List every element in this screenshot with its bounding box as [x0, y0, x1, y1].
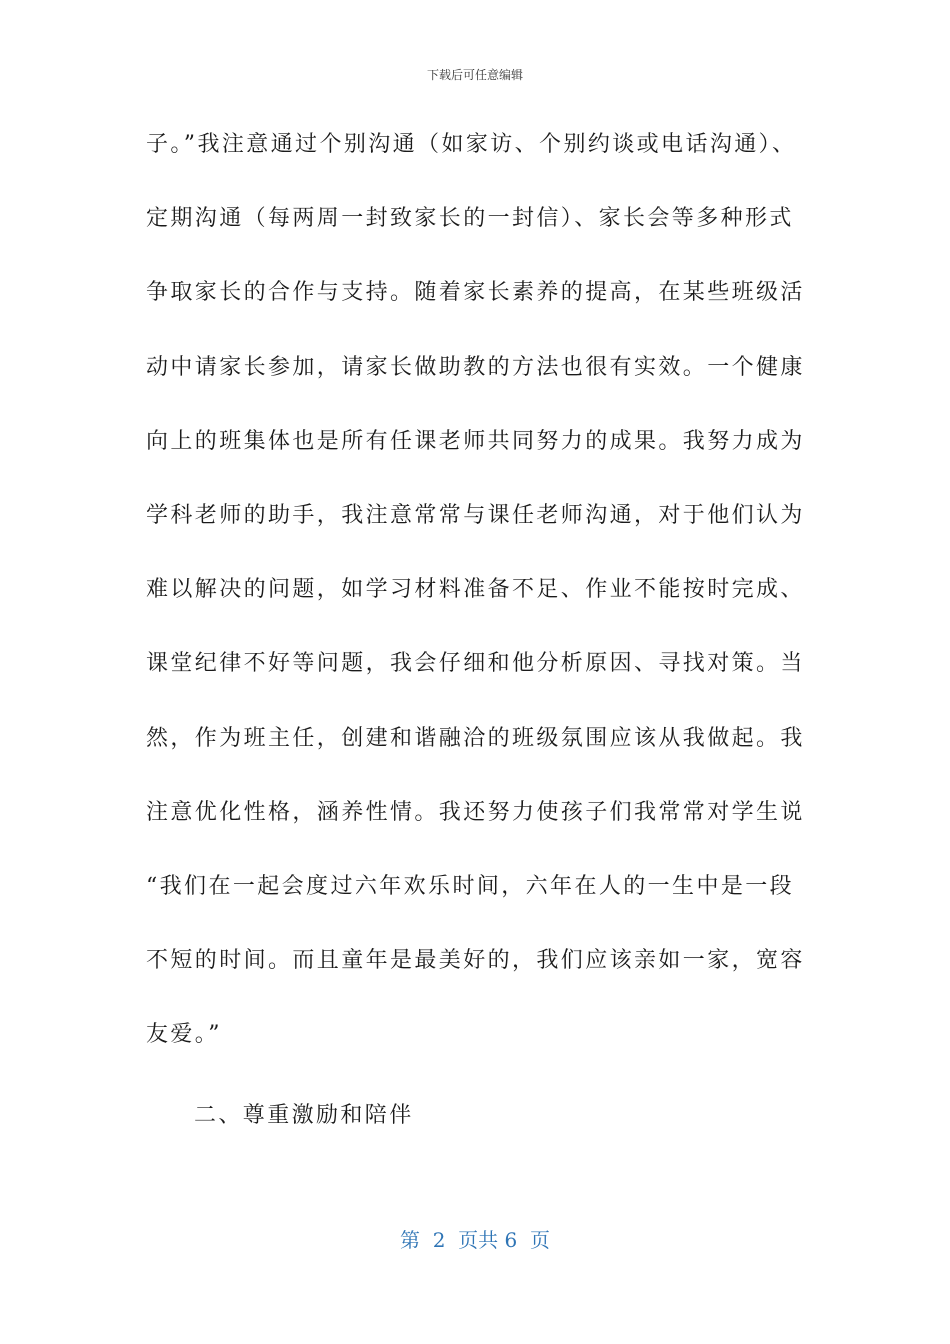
paragraph-line: 子。”我注意通过个别沟通（如家访、个别约谈或电话沟通）、: [146, 132, 797, 157]
page-number-footer: 第 2 页共 6 页: [400, 1228, 550, 1252]
section-heading: 二、尊重激励和陪伴: [194, 1103, 414, 1128]
document-body: [146, 127, 826, 1091]
paragraph-line: 定期沟通（每两周一封致家长的一封信）、家长会等多种形式: [146, 206, 794, 232]
paragraph-line: 课堂纪律不好等问题，我会仔细和他分析原因、寻找对策。当: [146, 651, 805, 677]
paragraph-line: 友爱。”: [146, 1022, 222, 1048]
paragraph-line: “我们在一起会度过六年欢乐时间，六年在人的一生中是一段: [146, 873, 795, 899]
header-note: 下载后可任意编辑: [426, 68, 523, 82]
paragraph-line: 不短的时间。而且童年是最美好的，我们应该亲如一家，宽容: [146, 948, 805, 974]
paragraph-line: 然，作为班主任，创建和谐融洽的班级氛围应该从我做起。我: [146, 725, 805, 751]
paragraph-line: 动中请家长参加，请家长做助教的方法也很有实效。一个健康: [146, 354, 805, 380]
paragraph-line: 争取家长的合作与支持。随着家长素养的提高，在某些班级活: [146, 280, 805, 306]
paragraph-line: 难以解决的问题，如学习材料准备不足、作业不能按时完成、: [146, 577, 805, 603]
paragraph-line: 学科老师的助手，我注意常常与课任老师沟通，对于他们认为: [146, 502, 805, 528]
paragraph-line: 注意优化性格，涵养性情。我还努力使孩子们我常常对学生说: [146, 799, 805, 825]
paragraph-line: 向上的班集体也是所有任课老师共同努力的成果。我努力成为: [146, 428, 805, 454]
